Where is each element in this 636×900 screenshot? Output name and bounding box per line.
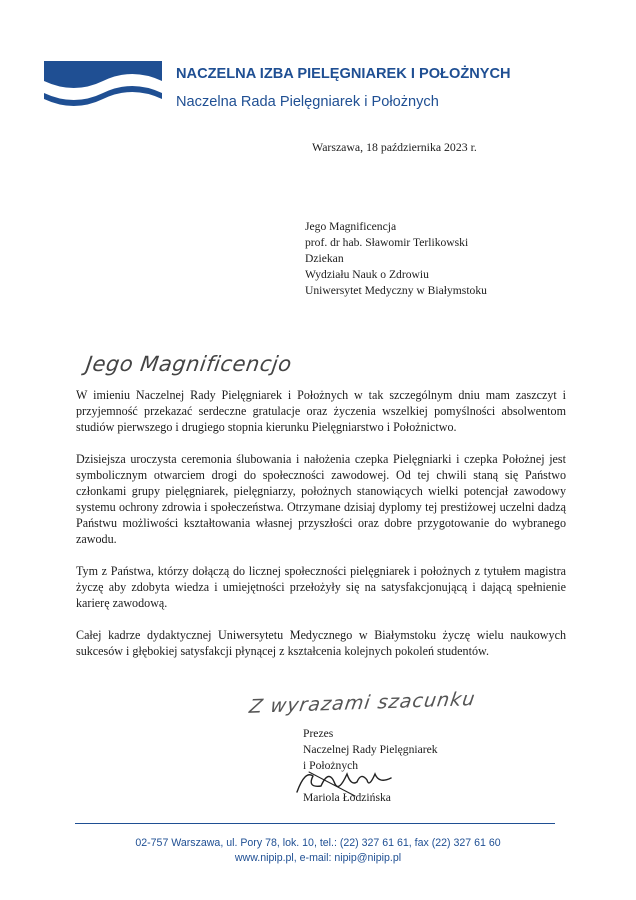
footer-address: 02-757 Warszawa, ul. Pory 78, lok. 10, tel.: (22) 327 61 61, fax (22) 327 61 60: [135, 837, 501, 849]
signature-icon: [295, 762, 395, 802]
org-name: NACZELNA IZBA PIELĘGNIAREK I POŁOŻNYCH: [176, 66, 511, 82]
body-paragraph: Całej kadrze dydaktycznej Uniwersytetu Medycznego w Białymstoku życzę wielu naukowych sukcesów i głębokiej satysfakcji płynącej z kształcenia kolejnych pokoleń studentów.: [76, 628, 566, 658]
recipient-line: Jego Magnificencja: [305, 220, 397, 233]
body-paragraph: W imieniu Naczelnej Rady Pielęgniarek i Położnych w tak szczególnym dniu mam zaszczyt i przyjemność przekazać serdeczne gratulacje oraz życzenia wszelkiej pomyślności absolwentom studiów pierwszego i drugiego stopnia kierunku Pielęgniarstwo i Położnictwo.: [76, 388, 566, 434]
signer-name: Mariola Łodzińska: [303, 791, 391, 804]
footer-divider: [75, 823, 555, 824]
footer-web: www.nipip.pl, e-mail: nipip@nipip.pl: [234, 852, 402, 864]
handwritten-salutation: Jego Magnificencjo: [84, 352, 294, 376]
wave-logo-icon: [44, 55, 162, 123]
recipient-line: prof. dr hab. Sławomir Terlikowski: [305, 236, 469, 249]
signer-title: Prezes: [303, 727, 334, 740]
recipient-line: Dziekan: [305, 252, 344, 265]
recipient-line: Wydziału Nauk o Zdrowiu: [305, 268, 429, 281]
footer: [0, 836, 636, 866]
council-name: Naczelna Rada Pielęgniarek i Położnych: [176, 94, 439, 110]
handwritten-closing: Z wyrazami szacunku: [247, 688, 478, 718]
body-paragraph: Tym z Państwa, którzy dołączą do licznej społeczności pielęgniarek i położnych z tytułem magistra życzę aby zdobyta wiedza i umiejętności przełożyły się na satysfakcjonującą i dającą spełnienie karierę zawodową.: [76, 564, 566, 610]
signer-title: Naczelnej Rady Pielęgniarek: [303, 743, 438, 756]
signer-title: i Położnych: [303, 759, 359, 772]
recipient-block: [305, 219, 487, 299]
letter-body: [76, 387, 566, 675]
body-paragraph: Dzisiejsza uroczysta ceremonia ślubowania i nałożenia czepka Pielęgniarki i czepka Położnej jest symbolicznym otwarciem drogi do społeczności zawodowej. Od tej chwili staną się Państwo członkami grupy pielęgniarek, pielęgniarzy, położnych stanowiących wielki potencjał zawodowy systemu ochrony zdrowia i społeczeństwa. Otrzymane dzisiaj dyplomy tej prestiżowej uczelni dadzą Państwu możliwości kształtowania własnej przyszłości oraz dobre przygotowanie do wybranego zawodu.: [76, 452, 566, 546]
date-line: Warszawa, 18 października 2023 r.: [312, 140, 477, 154]
recipient-line: Uniwersytet Medyczny w Białymstoku: [305, 284, 487, 297]
